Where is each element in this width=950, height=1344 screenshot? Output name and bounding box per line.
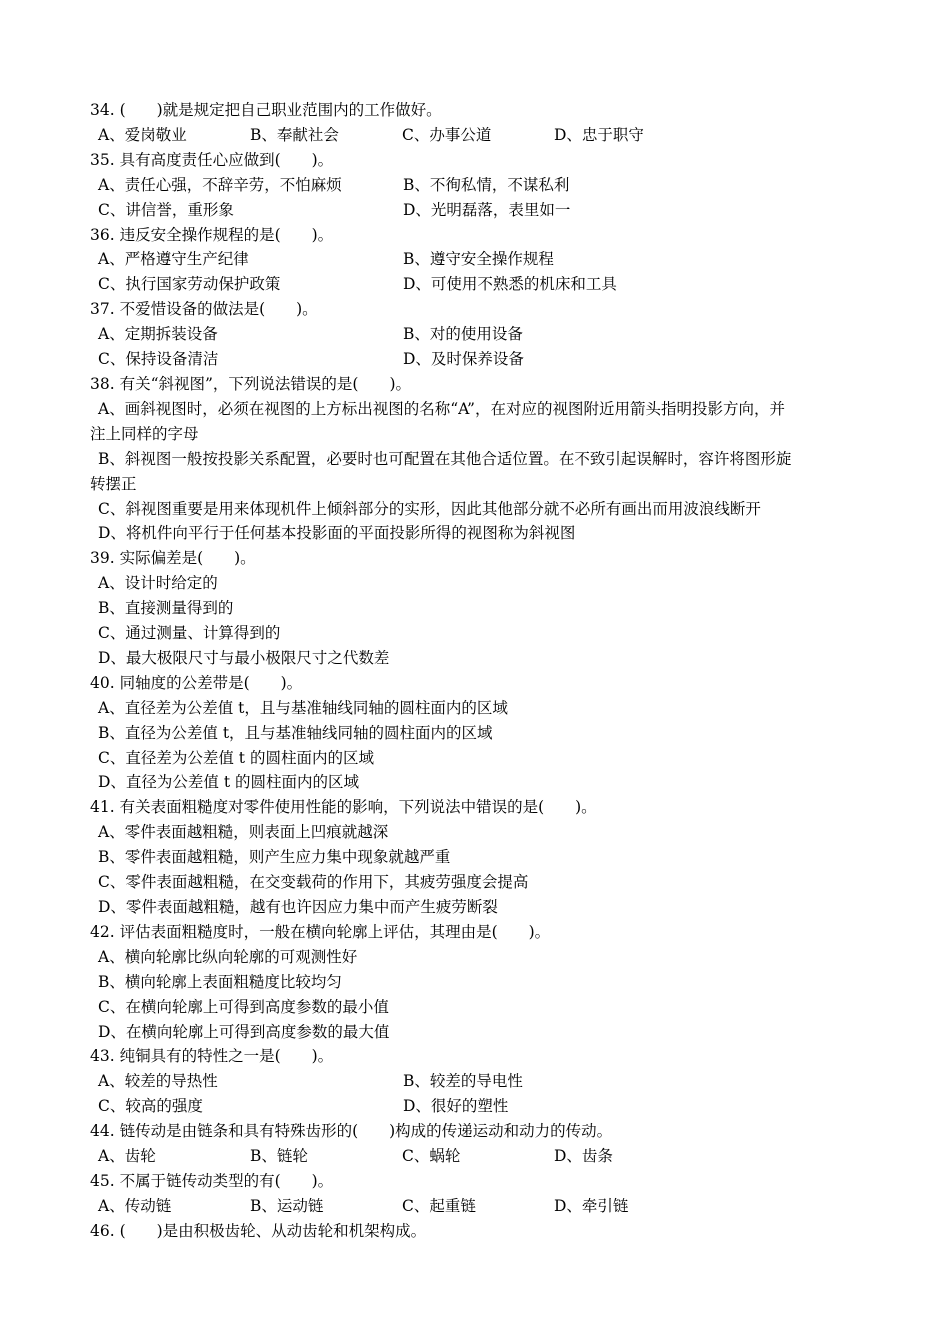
- option-text: A、横向轮廓比纵向轮廓的可观测性好: [98, 947, 358, 966]
- option-text: D、牵引链: [554, 1196, 629, 1215]
- question-stem: 34. ( )就是规定把自己职业范围内的工作做好。: [90, 101, 442, 119]
- question-stem: 46. ( )是由积极齿轮、从动齿轮和机架构成。: [90, 1221, 427, 1240]
- option-text: C、通过测量、计算得到的: [98, 624, 281, 643]
- question-block: [90, 671, 865, 796]
- question-block: [90, 546, 865, 671]
- option-row: [90, 1094, 865, 1119]
- option-row: [90, 123, 865, 148]
- question-stem: 39. 实际偏差是( )。: [90, 549, 256, 568]
- option-text: B、遵守安全操作规程: [403, 250, 554, 269]
- option-text: A、爱岗敬业: [98, 125, 187, 144]
- question-block: [90, 297, 865, 372]
- question-block: [90, 920, 865, 1045]
- question-stem: 38. 有关“斜视图”，下列说法错误的是( )。: [90, 374, 412, 393]
- option-text: 转摆正: [90, 474, 137, 493]
- option-text: B、运动链: [250, 1196, 324, 1215]
- question-block: [90, 98, 865, 148]
- question-block: [90, 1219, 865, 1244]
- option-text: B、直接测量得到的: [98, 599, 234, 618]
- option-text: D、将机件向平行于任何基本投影面的平面投影所得的视图称为斜视图: [98, 524, 576, 543]
- option-text: B、直径为公差值 t，且与基准轴线同轴的圆柱面内的区域: [98, 723, 493, 742]
- question-stem: 42. 评估表面粗糙度时，一般在横向轮廓上评估，其理由是( )。: [90, 922, 551, 941]
- option-text: D、可使用不熟悉的机床和工具: [403, 275, 617, 294]
- option-text: C、零件表面越粗糙，在交变载荷的作用下，其疲劳强度会提高: [98, 873, 529, 892]
- option-text: C、保持设备清洁: [98, 350, 219, 369]
- option-text: C、执行国家劳动保护政策: [98, 275, 281, 294]
- option-text: A、设计时给定的: [98, 574, 218, 593]
- option-text: B、较差的导电性: [403, 1072, 523, 1091]
- option-text: B、对的使用设备: [403, 325, 523, 344]
- question-stem: 45. 不属于链传动类型的有( )。: [90, 1171, 334, 1190]
- question-stem: 43. 纯铜具有的特性之一是( )。: [90, 1047, 334, 1066]
- question-stem: 41. 有关表面粗糙度对零件使用性能的影响，下列说法中错误的是( )。: [90, 798, 597, 817]
- option-text: B、奉献社会: [250, 125, 339, 144]
- question-block: [90, 223, 865, 298]
- question-stem: 37. 不爱惜设备的做法是( )。: [90, 300, 318, 319]
- option-text: D、及时保养设备: [403, 350, 524, 369]
- option-row: [90, 173, 865, 198]
- option-text: 注上同样的字母: [90, 424, 199, 443]
- question-stem: 35. 具有高度责任心应做到( )。: [90, 150, 334, 169]
- question-block: [90, 1169, 865, 1219]
- option-text: A、责任心强，不辞辛劳，不怕麻烦: [98, 175, 342, 194]
- option-text: D、很好的塑性: [403, 1097, 509, 1116]
- option-text: C、在横向轮廓上可得到高度参数的最小值: [98, 997, 389, 1016]
- option-row: [90, 347, 865, 372]
- option-text: D、在横向轮廓上可得到高度参数的最大值: [98, 1022, 390, 1041]
- option-text: A、较差的导热性: [98, 1072, 218, 1091]
- option-text: A、画斜视图时，必须在视图的上方标出视图的名称“A”，在对应的视图附近用箭头指明投影方向，并: [98, 399, 785, 418]
- option-row: [90, 322, 865, 347]
- question-stem: 44. 链传动是由链条和具有特殊齿形的( )构成的传递运动和动力的传动。: [90, 1122, 613, 1141]
- question-block: [90, 1119, 865, 1169]
- option-text: D、最大极限尺寸与最小极限尺寸之代数差: [98, 648, 390, 667]
- option-text: C、较高的强度: [98, 1097, 203, 1116]
- option-row: [90, 247, 865, 272]
- option-text: C、直径差为公差值 t 的圆柱面内的区域: [98, 748, 374, 767]
- option-text: C、办事公道: [402, 125, 492, 144]
- option-text: B、不徇私情，不谋私利: [403, 175, 570, 194]
- document-page: [90, 98, 865, 1244]
- option-text: A、零件表面越粗糙，则表面上凹痕就越深: [98, 823, 389, 842]
- option-text: A、传动链: [98, 1196, 172, 1215]
- option-text: C、起重链: [402, 1196, 476, 1215]
- question-block: [90, 372, 865, 546]
- option-text: D、直径为公差值 t 的圆柱面内的区域: [98, 773, 360, 792]
- option-text: D、忠于职守: [554, 125, 644, 144]
- option-text: C、斜视图重要是用来体现机件上倾斜部分的实形，因此其他部分就不必所有画出而用波浪线断开: [98, 499, 761, 518]
- option-text: B、零件表面越粗糙，则产生应力集中现象就越严重: [98, 848, 451, 867]
- option-text: D、齿条: [554, 1147, 613, 1166]
- option-row: [90, 272, 865, 297]
- option-text: B、斜视图一般按投影关系配置，必要时也可配置在其他合适位置。在不致引起误解时，容许将图形旋: [98, 449, 792, 468]
- option-text: C、讲信誉，重形象: [98, 200, 234, 219]
- option-text: A、直径差为公差值 t，且与基准轴线同轴的圆柱面内的区域: [98, 698, 508, 717]
- question-stem: 36. 违反安全操作规程的是( )。: [90, 225, 334, 244]
- option-text: D、零件表面越粗糙，越有也许因应力集中而产生疲劳断裂: [98, 898, 498, 916]
- option-text: A、齿轮: [98, 1147, 156, 1166]
- option-text: B、链轮: [250, 1147, 308, 1166]
- option-text: D、光明磊落，表里如一: [403, 200, 571, 219]
- option-row: [90, 1069, 865, 1094]
- question-stem: 40. 同轴度的公差带是( )。: [90, 673, 303, 692]
- option-text: B、横向轮廓上表面粗糙度比较均匀: [98, 972, 342, 991]
- question-block: [90, 148, 865, 223]
- option-row: [90, 1144, 865, 1169]
- option-row: [90, 1194, 865, 1219]
- question-block: [90, 1044, 865, 1119]
- question-block: [90, 795, 865, 920]
- option-text: C、蜗轮: [402, 1147, 461, 1166]
- option-text: A、定期拆装设备: [98, 325, 218, 344]
- option-row: [90, 198, 865, 223]
- option-text: A、严格遵守生产纪律: [98, 250, 249, 269]
